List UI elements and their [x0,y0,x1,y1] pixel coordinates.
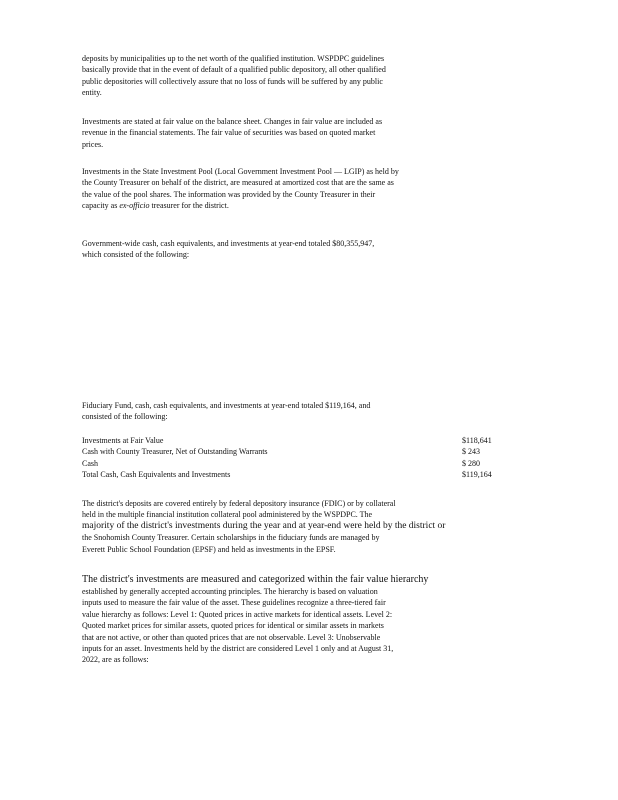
table-cell-amount: $ 243 [462,447,480,457]
table-cell-amount: $119,164 [462,470,492,480]
text-line: inputs used to measure the fair value of the asset. These guidelines recognize a three-tiered fair [82,598,386,608]
paragraph-fair-value-hierarchy [82,574,552,666]
text-line: The district's investments are measured and categorized within the fair value hierarchy [82,574,429,585]
table-cell-label: Cash with County Treasurer, Net of Outstanding Warrants [82,447,268,457]
text-line: Fiduciary Fund, cash, cash equivalents, and investments at year-end totaled $119,164, and [82,401,371,410]
text-line: consisted of the following: [82,412,168,422]
table-cell-amount: $ 280 [462,458,480,468]
text-line: entity. [82,88,102,98]
paragraph-deposits-coverage [82,498,552,555]
table-row [82,435,522,446]
text-line: the County Treasurer on behalf of the district, are measured at amortized cost that are the same as [82,178,394,188]
text-line: Everett Public School Foundation (EPSF) and held as investments in the EPSF. [82,544,336,554]
text-fragment: capacity as [82,201,118,211]
text-fragment: treasurer for the district. [151,201,229,211]
text-line: prices. [82,139,104,149]
text-line: established by generally accepted accounting principles. The hierarchy is based on valuation [82,587,378,596]
paragraph-collateral-pool [82,53,552,99]
text-line: deposits by municipalities up to the net worth of the qualified institution. WSPDPC guidelines [82,54,385,63]
text-line: the value of the pool shares. The information was provided by the County Treasurer in their [82,189,376,199]
text-line: which consisted of the following: [82,250,190,260]
paragraph-fair-value [82,116,552,150]
text-line: held in the multiple financial institution collateral pool administered by the WSPDPC. The [82,510,373,520]
table-cell-label: Cash [82,458,98,468]
text-line: that are not active, or other than quoted prices that are not observable. Level 3: Unobservable [82,632,381,642]
text-line: Investments in the State Investment Pool (Local Government Investment Pool — LGIP) as held by [82,167,399,176]
text-line: Quoted market prices for similar assets, quoted prices for identical or similar assets in markets [82,621,384,631]
fiduciary-table [82,435,522,481]
text-line: 2022, are as follows: [82,655,149,665]
table-row [82,446,522,457]
table-cell-amount: $118,641 [462,436,492,445]
text-line: public depositories will collectively assure that no loss of funds will be suffered by any public [82,76,383,86]
text-line: majority of the district's investments during the year and at year-end were held by the district or [82,520,446,531]
table-cell-label: Investments at Fair Value [82,436,164,445]
text-line: inputs for an asset. Investments held by the district are considered Level 1 only and at August 31, [82,644,394,654]
table-row [82,458,522,469]
text-line: Investments are stated at fair value on the balance sheet. Changes in fair value are included as [82,117,383,126]
text-line [82,200,552,211]
italic-text: ex-officio [119,201,150,211]
text-line: revenue in the financial statements. The fair value of securities was based on quoted market [82,128,376,138]
text-line: Government-wide cash, cash equivalents, and investments at year-end totaled $80,355,947, [82,239,375,248]
text-line: the Snohomish County Treasurer. Certain scholarships in the fiduciary funds are managed by [82,533,380,543]
text-line: The district's deposits are covered entirely by federal depository insurance (FDIC) or by collateral [82,499,396,508]
paragraph-government-wide [82,238,552,261]
paragraph-lgip [82,166,552,212]
text-line: value hierarchy as follows: Level 1: Quoted prices in active markets for identical assets. Level 2: [82,609,393,619]
table-row [82,469,522,480]
text-line: basically provide that in the event of default of a qualified public depository, all other qualified [82,65,386,75]
table-cell-label: Total Cash, Cash Equivalents and Investments [82,470,231,480]
paragraph-fiduciary [82,400,552,423]
